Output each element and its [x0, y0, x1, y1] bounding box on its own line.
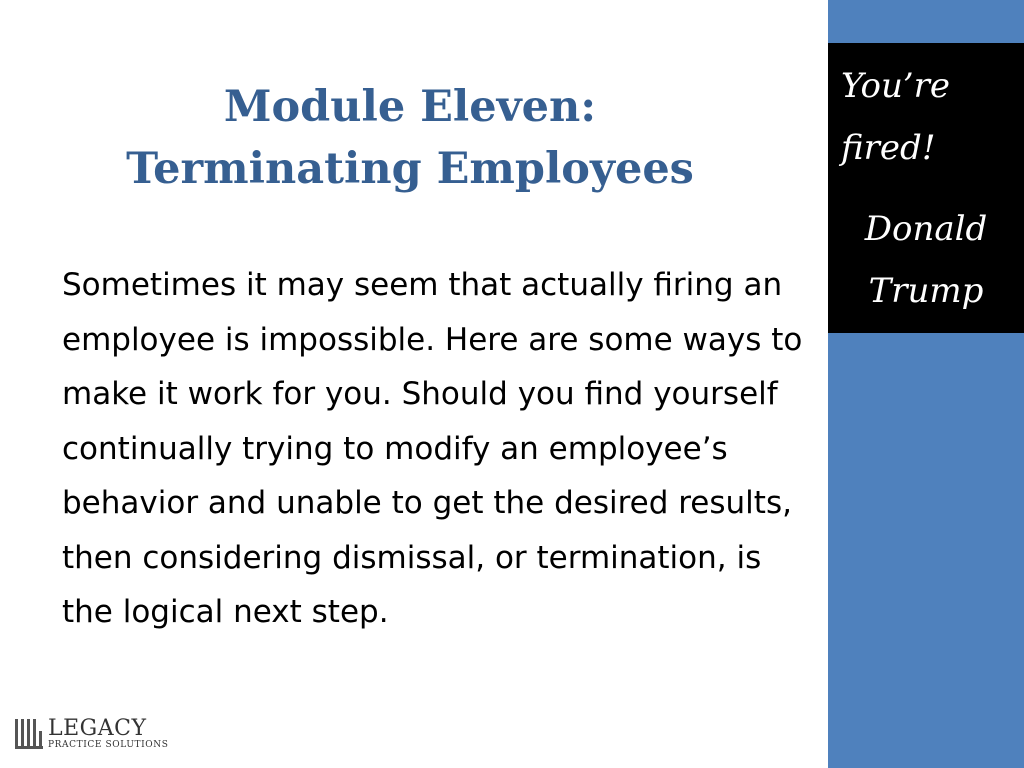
logo-name: LEGACY — [48, 715, 147, 741]
title-line-1: Module Eleven: — [223, 82, 597, 132]
quote-author-first: Donald — [864, 209, 988, 249]
slide-title — [60, 76, 760, 200]
legacy-logo-icon — [14, 717, 44, 751]
logo-tagline: PRACTICE SOLUTIONS — [48, 739, 169, 750]
quote-author-last: Trump — [868, 271, 984, 311]
quote-box — [828, 43, 1024, 333]
quote-text: You’re fired! — [841, 66, 951, 168]
body-paragraph: Sometimes it may seem that actually firing an employee is impossible. Here are some ways to make it work for you. Should you find yourself continually trying to modify an employee’s behavior and unable to get the desired results, then considering dismissal, or termination, is the logical next step. — [62, 267, 803, 630]
logo-text — [48, 715, 169, 751]
company-logo — [14, 716, 168, 752]
title-line-2: Terminating Employees — [126, 144, 694, 194]
quote-author — [828, 198, 1024, 322]
